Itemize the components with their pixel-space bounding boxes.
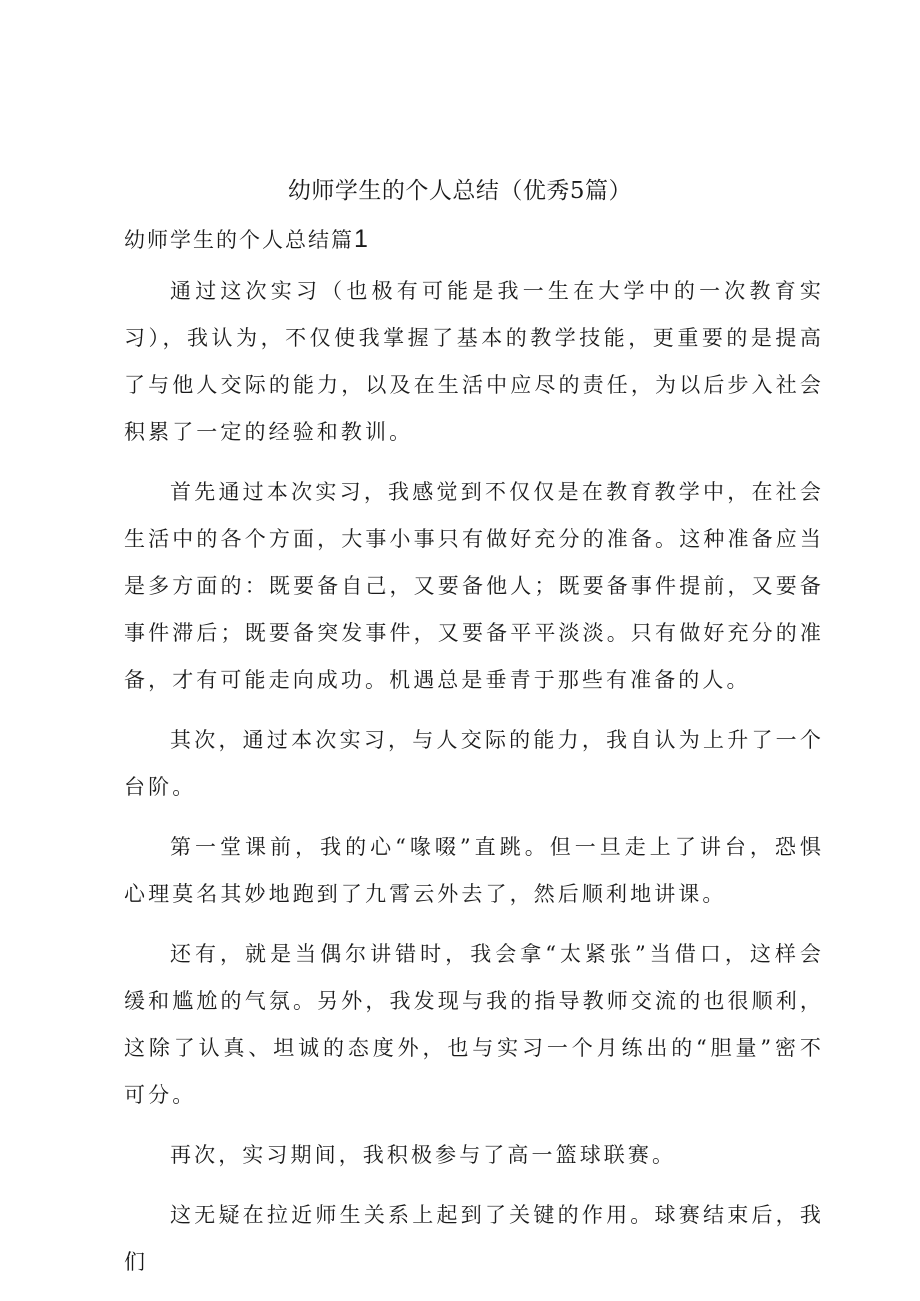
paragraph: 通过这次实习（也极有可能是我一生在大学中的一次教育实习），我认为，不仅使我掌握了基本的教学技能，更重要的是提高了与他人交际的能力，以及在生活中应尽的责任，为以后步入社会积累了一定的经验和教训。 xyxy=(124,279,824,444)
body-text xyxy=(124,268,824,1299)
paragraph: 还有，就是当偶尔讲错时，我会拿“太紧张”当借口，这样会缓和尴尬的气氛。另外，我发现与我的指导教师交流的也很顺利，这除了认真、坦诚的态度外，也与实习一个月练出的“胆量”密不可分。 xyxy=(124,942,824,1107)
paragraph: 再次，实习期间，我积极参与了高一篮球联赛。 xyxy=(170,1143,677,1167)
section-heading-number: 1 xyxy=(354,225,370,253)
document-title: 幼师学生的个人总结（优秀5篇） xyxy=(287,178,633,204)
section-heading xyxy=(124,224,370,254)
section-heading-text: 幼师学生的个人总结篇 xyxy=(124,228,354,252)
paragraph: 这无疑在拉近师生关系上起到了关键的作用。球赛结束后，我们 xyxy=(124,1203,824,1274)
paragraph: 其次，通过本次实习，与人交际的能力，我自认为上升了一个台阶。 xyxy=(124,728,824,799)
paragraph: 首先通过本次实习，我感觉到不仅仅是在教育教学中，在社会生活中的各个方面，大事小事只有做好充分的准备。这种准备应当是多方面的：既要备自己，又要备他人；既要备事件提前，又要备事件滞后；既要备突发事件，又要备平平淡淡。只有做好充分的准备，才有可能走向成功。机遇总是垂青于那些有准备的人。 xyxy=(124,480,824,692)
paragraph: 第一堂课前，我的心“喙啜”直跳。但一旦走上了讲台，恐惧心理莫名其妙地跑到了九霄云外去了，然后顺利地讲课。 xyxy=(124,835,824,906)
